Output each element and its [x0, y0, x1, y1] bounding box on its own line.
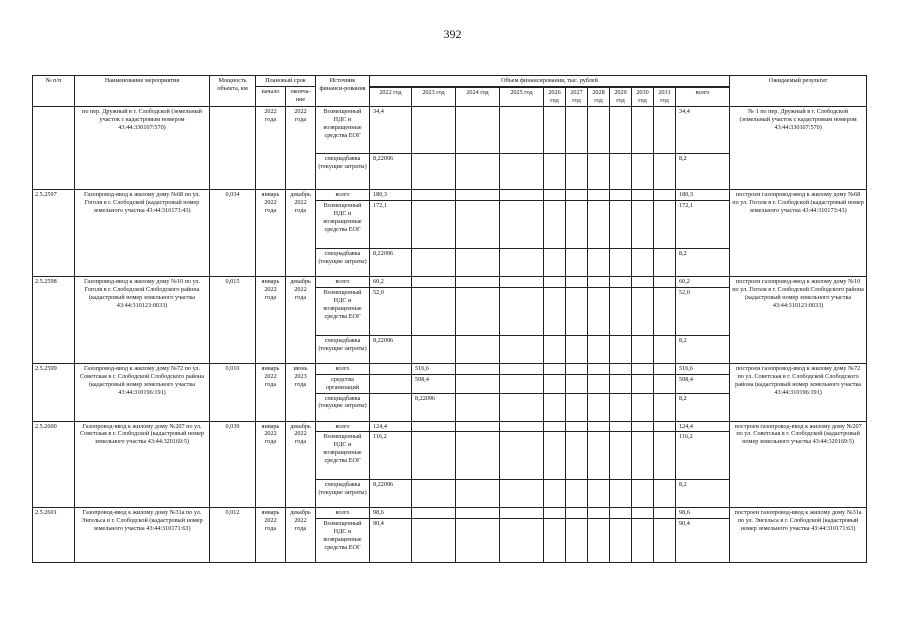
- row-source: всего: [316, 189, 370, 200]
- row-capacity: 0,012: [210, 508, 256, 563]
- header-2026: 2026 год: [544, 87, 566, 106]
- row-result: построен газопровод-ввод к жилому дому №207 по ул. Советская в г. Слободской (кадастровый номер земельного участка 43:44:320169:5): [730, 421, 867, 508]
- value-2022: 98,6: [370, 508, 412, 519]
- header-2022: 2022 год: [370, 87, 412, 106]
- table-row: [33, 276, 867, 287]
- row-end: декабрь 2022 года: [286, 276, 316, 363]
- header-result: Ожидаемый результат: [730, 76, 867, 107]
- value-2022: 8,22096: [370, 153, 412, 189]
- header-2031: 2031 год: [654, 87, 676, 106]
- row-source: Возмещенный НДС и возвращенные средства ЕОГ: [316, 519, 370, 563]
- value-2022: 172,1: [370, 200, 412, 248]
- row-start: январь 2022 года: [256, 363, 286, 421]
- row-number: 2.5.2600: [33, 421, 75, 508]
- value-2022: 34,4: [370, 106, 412, 153]
- value-total: 34,4: [676, 106, 730, 153]
- value-total: 52,0: [676, 287, 730, 335]
- value-total: 180,3: [676, 189, 730, 200]
- row-result: № 1 по пер. Дружный в г. Слободской (земельный участок с кадастровым номером 43:44:330107:570): [730, 106, 867, 189]
- row-source: всего: [316, 363, 370, 374]
- value-total: 8,2: [676, 153, 730, 189]
- header-2028: 2028 год: [588, 87, 610, 106]
- row-name: Газопровод-ввод к жилому дому №72 по ул. Советская в г. Слободской Слободского района (кадастровый номер земельного участка 43:44:310196:191): [75, 363, 210, 421]
- row-end: декабрь 2022 года: [286, 508, 316, 563]
- table-row: [33, 508, 867, 519]
- row-number: 2.5.2599: [33, 363, 75, 421]
- row-end: июнь 2023 года: [286, 363, 316, 421]
- row-source: спецнадбавка (текущие затраты): [316, 153, 370, 189]
- header-2024: 2024 год: [456, 87, 500, 106]
- row-source: спецнадбавка (текущие затраты): [316, 393, 370, 421]
- row-start: январь 2022 года: [256, 189, 286, 276]
- value-2023: 508,4: [412, 374, 456, 393]
- row-source: спецнадбавка (текущие затраты): [316, 248, 370, 276]
- row-result: построен газопровод-ввод к жилому дому №31а по ул. Энгельса в г. Слободской (кадастровый номер земельного участка 43:44:310171:63): [730, 508, 867, 563]
- header-end: оконча-ние: [286, 86, 316, 106]
- row-source: Возмещенный НДС и возвращенные средства ЕОГ: [316, 200, 370, 248]
- header-total: всего: [676, 87, 730, 106]
- header-2029: 2029 год: [610, 87, 632, 106]
- header-name: Наименование мероприятия: [75, 76, 210, 107]
- value-2022: 8,22096: [370, 335, 412, 363]
- value-2023: 8,22096: [412, 393, 456, 421]
- header-funding: Объем финансирования, тыс. рублей: [370, 76, 730, 87]
- value-total: 172,1: [676, 200, 730, 248]
- row-result: построен газопровод-ввод к жилому дому №10 по ул. Гоголя в г. Слободской Слободского района (кадастровый номер земельного участка 43:44:310123:0033): [730, 276, 867, 363]
- value-2022: 124,4: [370, 421, 412, 432]
- row-source: спецнадбавка (текущие затраты): [316, 335, 370, 363]
- row-end: декабрь 2022 года: [286, 189, 316, 276]
- row-capacity: 0,034: [210, 189, 256, 276]
- row-source: всего: [316, 276, 370, 287]
- row-source: Возмещенный НДС и возвращенные средства ЕОГ: [316, 287, 370, 335]
- header-2030: 2030 год: [632, 87, 654, 106]
- value-total: 8,2: [676, 248, 730, 276]
- row-name: Газопровод-ввод к жилому дому №68 по ул. Гоголя в г. Слободской (кадастровый номер земельного участка 43:44:310173:43): [75, 189, 210, 276]
- row-result: построен газопровод-ввод к жилому дому №72 по ул. Советская в г. Слободской Слободского района (кадастровый номер земельного участка 43:44:310196:191): [730, 363, 867, 421]
- header-period: Плановый срок: [256, 76, 316, 87]
- row-end: декабрь 2022 года: [286, 421, 316, 508]
- value-total: 8,2: [676, 480, 730, 508]
- header-start: начало: [256, 86, 286, 106]
- row-source: всего: [316, 508, 370, 519]
- row-start: январь 2022 года: [256, 508, 286, 563]
- value-total: 60,2: [676, 276, 730, 287]
- value-2023: 516,6: [412, 363, 456, 374]
- header-2023: 2023 год: [412, 87, 456, 106]
- table-row: [33, 363, 867, 374]
- row-name: Газопровод-ввод к жилому дому №31а по ул. Энгельса в г. Слободской (кадастровый номер земельного участка 43:44:310171:63): [75, 508, 210, 563]
- row-number: 2.5.2598: [33, 276, 75, 363]
- value-total: 124,4: [676, 421, 730, 432]
- value-2022: 180,3: [370, 189, 412, 200]
- row-source: Возмещенный НДС и возвращенные средства ЕОГ: [316, 106, 370, 153]
- value-2022: 8,22096: [370, 480, 412, 508]
- header-num: № п/п: [33, 76, 75, 107]
- header-capacity: Мощность объекта, км: [210, 76, 256, 107]
- row-start: январь 2022 года: [256, 276, 286, 363]
- table-row: [33, 106, 867, 153]
- value-total: 116,2: [676, 432, 730, 480]
- row-capacity: 0,015: [210, 276, 256, 363]
- row-number: 2.5.2597: [33, 189, 75, 276]
- header-2025: 2025 год: [500, 87, 544, 106]
- row-name: по пер. Дружный в г. Слободской (земельный участок с кадастровым номером 43:44:330107:570): [75, 106, 210, 189]
- row-number: 2.5.2601: [33, 508, 75, 563]
- row-end: 2022 года: [286, 106, 316, 189]
- row-name: Газопровод-ввод к жилому дому №207 по ул. Советская в г. Слободской (кадастровый номер земельного участка 43:44:320169:5): [75, 421, 210, 508]
- value-total: 508,4: [676, 374, 730, 393]
- value-total: 90,4: [676, 519, 730, 563]
- row-source: Возмещенный НДС и возвращенные средства ЕОГ: [316, 432, 370, 480]
- value-total: 8,2: [676, 393, 730, 421]
- value-2022: 116,2: [370, 432, 412, 480]
- value-total: 8,2: [676, 335, 730, 363]
- header-source: Источник финанси-рования: [316, 76, 370, 107]
- header-2027: 2027 год: [566, 87, 588, 106]
- row-source: всего: [316, 421, 370, 432]
- row-start: 2022 года: [256, 106, 286, 189]
- row-name: Газопровод-ввод к жилому дому №10 по ул. Гоголя в г. Слободской Слободского района (кадастровый номер земельного участка 43:44:310123:0033): [75, 276, 210, 363]
- table-row: [33, 421, 867, 432]
- value-2022: 52,0: [370, 287, 412, 335]
- page-number: 392: [443, 27, 462, 41]
- row-capacity: 0,039: [210, 421, 256, 508]
- value-2022: 8,22096: [370, 248, 412, 276]
- value-2022: 60,2: [370, 276, 412, 287]
- value-2022: 90,4: [370, 519, 412, 563]
- row-source: спецнадбавка (текущие затраты): [316, 480, 370, 508]
- value-total: 98,6: [676, 508, 730, 519]
- value-total: 516,6: [676, 363, 730, 374]
- row-source: средства организаций: [316, 374, 370, 393]
- row-start: январь 2022 года: [256, 421, 286, 508]
- table-row: [33, 189, 867, 200]
- funding-table: [32, 75, 867, 563]
- row-capacity: 0,010: [210, 363, 256, 421]
- row-result: построен газопровод-ввод к жилому дому №68 по ул. Гоголя в г. Слободской (кадастровый номер земельного участка 43:44:310173:43): [730, 189, 867, 276]
